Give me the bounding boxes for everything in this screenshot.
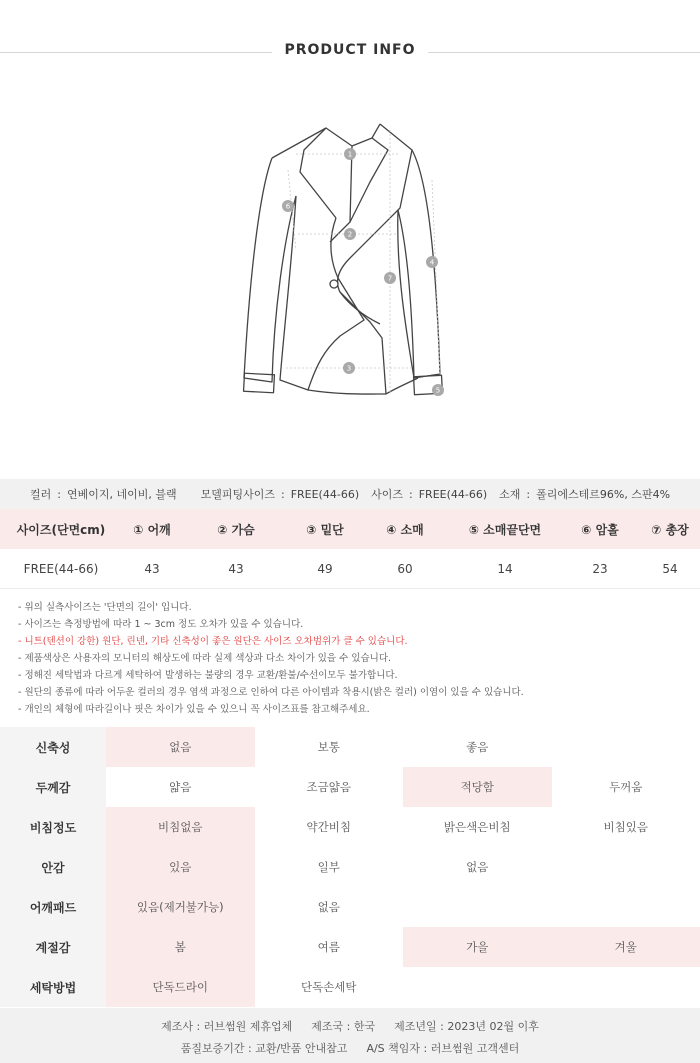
attr-option: 얇음 [169,780,192,794]
hem-col-header: ③ 밑단 [306,522,344,537]
section-title: PRODUCT INFO [284,42,416,58]
chest-cell: 43 [228,561,244,576]
attr-option [552,887,700,927]
note-line: - 개인의 체형에 따라길이나 핏은 차이가 있을 수 있으니 꼭 사이즈표를 참고해주세요. [18,704,370,715]
svg-text:2: 2 [347,230,353,239]
size-table-header [0,509,700,549]
header-divider-left [0,52,272,53]
attr-option: 단독손세탁 [300,980,357,994]
attr-option: 단독드라이 [106,967,255,1007]
manufacturer-footer [0,1008,700,1063]
armhole-col-header: ⑥ 암홀 [581,522,619,537]
model-size-label: 모델피팅사이즈 [200,488,275,501]
attr-option: 있음 [106,847,255,887]
armhole-cell: 23 [592,561,608,576]
jacket-measurement-diagram [200,110,500,420]
color-label: 컬러 [29,488,52,501]
attr-option: 여름 [317,940,340,954]
attr-option: 없음 [106,727,255,767]
marker-2 [344,228,356,240]
size-table-row [0,549,700,589]
footer-line-2: 품질보증기간 : 교환/반품 안내참고 A/S 책임자 : 러브썸원 고객센터 [180,1042,520,1055]
attr-row-season [0,927,700,967]
attr-option [552,967,700,1007]
attr-row-shoulder-pad [0,887,700,927]
shoulder-col-header: ① 어깨 [133,522,171,537]
size-value: FREE(44-66) [418,487,488,501]
as-value: 러브썸원 고객센터 [430,1042,520,1055]
size-label: 사이즈 [371,488,403,501]
attr-label: 비침정도 [0,807,106,847]
attr-label: 계절감 [0,927,106,967]
marker-1 [344,148,356,160]
attr-label: 세탁방법 [0,967,106,1007]
date-label: 제조년일 [394,1020,437,1033]
cuff-col-header: ⑤ 소매끝단면 [468,522,542,537]
marker-5 [432,384,444,396]
country-value: 한국 [353,1020,376,1033]
length-cell: 54 [662,561,678,576]
material-value: 폴리에스테르96%, 스판4% [536,488,671,501]
header-divider-right [428,52,700,53]
attr-label: 안감 [0,847,106,887]
color-value: 연베이지, 네이비, 블랙 [66,488,177,501]
attr-option: 비침있음 [603,820,648,834]
maker-value: 러브썸원 제휴업체 [203,1020,293,1033]
attr-option: 겨울 [552,927,700,967]
note-line: - 정해진 세탁법과 다르게 세탁하여 발생하는 불량의 경우 교환/환불/수선이모두 불가합니다. [18,670,398,681]
svg-text:4: 4 [429,258,435,267]
attr-option [403,967,552,1007]
header [0,0,700,106]
sleeve-cell: 60 [397,561,413,576]
attr-option: 가을 [403,927,552,967]
attr-label: 어깨패드 [0,887,106,927]
size-col-header: 사이즈(단면cm) [16,522,106,537]
attr-option: 있음(제거불가능) [106,887,255,927]
attr-option: 적당함 [403,767,552,807]
model-size-value: FREE(44-66) [290,487,360,501]
size-cell: FREE(44-66) [23,561,99,576]
marker-3 [343,362,355,374]
hem-cell: 49 [317,561,333,576]
warranty-value: 교환/반품 안내참고 [255,1042,348,1055]
attr-option: 조금얇음 [306,780,351,794]
product-info-bar: 컬러 : 연베이지, 네이비, 블랙 모델피팅사이즈 : FREE(44-66) 사이즈 : FREE(44-66) 소재 : 폴리에스테르96%, 스판4% [0,479,700,509]
attr-label: 신축성 [0,727,106,767]
attr-option [403,887,552,927]
shoulder-cell: 43 [144,561,160,576]
attr-option: 두꺼움 [609,780,643,794]
attr-option: 보통 [317,740,340,754]
note-line: - 제품색상은 사용자의 모니터의 해상도에 따라 실제 색상과 다소 차이가 있을 수 있습니다. [18,653,392,664]
note-line-warning: - 니트(텐션이 강한) 원단, 린넨, 기타 신축성이 좋은 원단은 사이즈 오차범위가 클 수 있습니다. [18,636,408,647]
attr-option: 없음 [317,900,340,914]
marker-6 [282,200,294,212]
svg-text:7: 7 [387,274,393,283]
svg-text:1: 1 [347,150,353,159]
material-label: 소재 [499,488,521,501]
fabric-attribute-table [0,727,700,1007]
attr-option: 일부 [317,860,340,874]
date-value: 2023년 02월 이후 [447,1020,539,1033]
attr-option [552,847,700,887]
attr-row-sheerness [0,807,700,847]
attr-option: 밝은색은비침 [443,820,511,834]
as-label: A/S 책임자 [366,1042,421,1055]
attr-option: 없음 [466,860,489,874]
attr-row-thickness [0,767,700,807]
marker-7 [384,272,396,284]
note-line: - 사이즈는 측정방법에 따라 1 ~ 3cm 정도 오차가 있을 수 있습니다. [18,619,304,630]
length-col-header: ⑦ 총장 [651,522,689,537]
svg-text:3: 3 [346,364,352,373]
attr-option: 비침없음 [106,807,255,847]
attr-row-stretch [0,727,700,767]
attr-row-lining [0,847,700,887]
attr-label: 두께감 [0,767,106,807]
attr-option: 봄 [106,927,255,967]
footer-line-1: 제조사 : 러브썸원 제휴업체 제조국 : 한국 제조년일 : 2023년 02월 이후 [161,1020,539,1033]
country-label: 제조국 [311,1020,344,1033]
cuff-cell: 14 [497,561,513,576]
maker-label: 제조사 [161,1020,194,1033]
note-line: - 원단의 종류에 따라 어두운 컬러의 경우 염색 과정으로 인하여 다른 아이템과 착용시(밝은 컬러) 이염이 있을 수 있습니다. [18,687,524,698]
attr-option: 약간비침 [306,820,351,834]
svg-text:6: 6 [285,202,291,211]
attr-option [552,727,700,767]
attr-row-washing [0,967,700,1007]
attr-option: 좋음 [466,740,489,754]
svg-text:5: 5 [435,386,441,395]
sleeve-col-header: ④ 소매 [386,522,424,537]
note-line: - 위의 실측사이즈는 '단면의 길이' 입니다. [18,602,192,613]
size-notes [18,599,698,718]
marker-4 [426,256,438,268]
warranty-label: 품질보증기간 [180,1042,245,1055]
chest-col-header: ② 가슴 [217,522,255,537]
